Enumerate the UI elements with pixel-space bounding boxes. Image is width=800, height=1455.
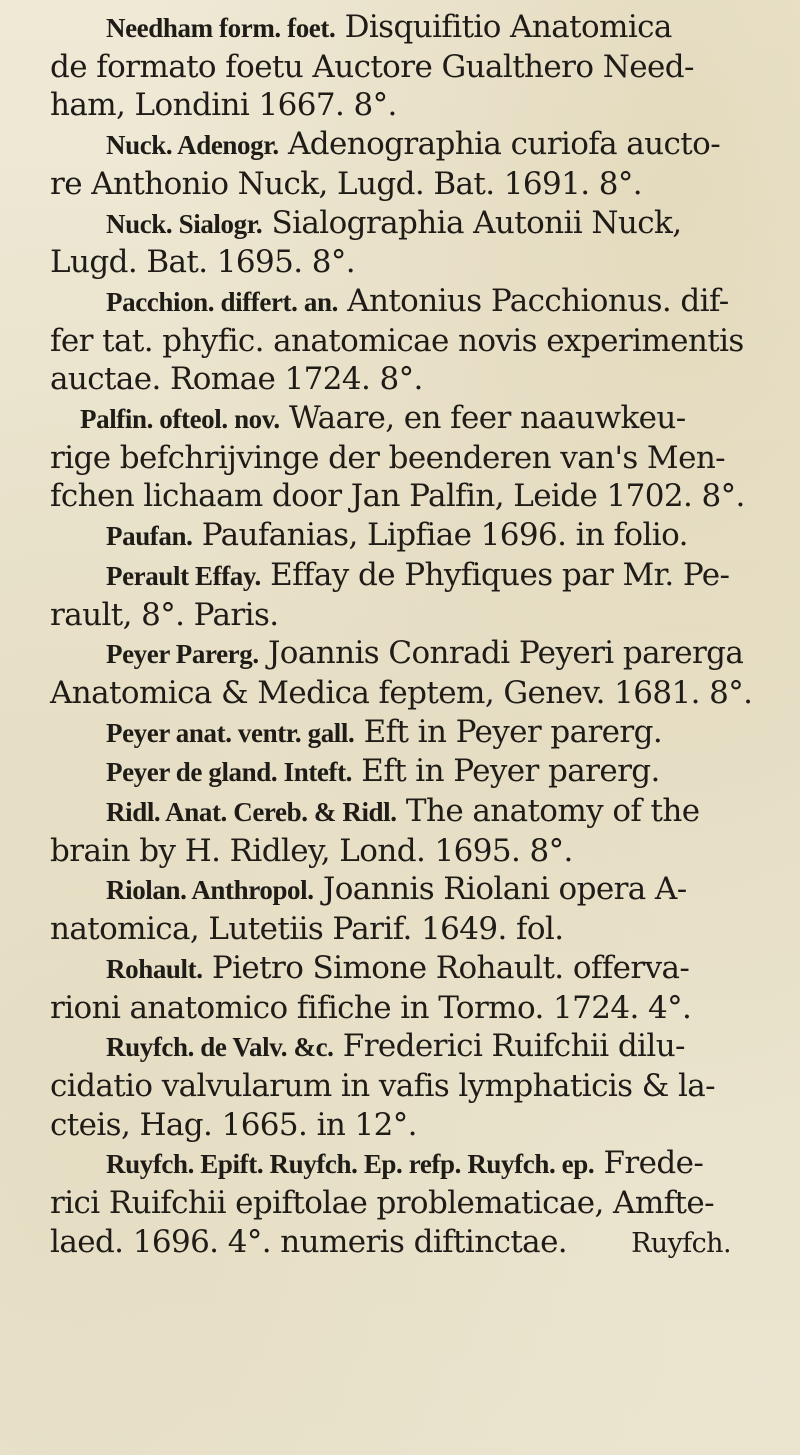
entry-text: Lugd. Bat. 1695. 8°.	[50, 244, 356, 281]
text-line	[50, 125, 790, 165]
text-line	[50, 1067, 790, 1106]
blank-margin	[0, 1260, 800, 1455]
text-line	[50, 48, 790, 87]
text-line	[50, 713, 790, 753]
entry-abbreviation: Paufan.	[106, 521, 193, 552]
text-line	[50, 556, 790, 596]
entry-text: brain by H. Ridley, Lond. 1695. 8°.	[50, 832, 573, 869]
entry-abbreviation: Peyer de gland. Inteft.	[106, 757, 353, 788]
entry-text: Joannis Conradi Peyeri parerga	[258, 635, 744, 672]
text-line	[50, 204, 790, 244]
text-line	[50, 86, 790, 125]
entry-abbreviation: Ridl. Anat. Cereb. & Ridl.	[106, 797, 397, 828]
entry-abbreviation: Peyer anat. ventr. gall.	[106, 717, 355, 748]
entry-text: Adenographia curiofa aucto-	[278, 126, 721, 163]
entry-text: Frede-	[594, 1145, 704, 1182]
text-block	[50, 8, 790, 1264]
entry-text: rioni anatomico fifiche in Tormo. 1724. 4°.	[50, 989, 692, 1026]
entry-text: natomica, Lutetiis Parif. 1649. fol.	[50, 911, 564, 948]
entry-text: Antonius Pacchionus. dif-	[337, 282, 729, 319]
entry-text: Effay de Phyfiques par Mr. Pe-	[260, 556, 730, 593]
entry-text: Waare, en feer naauwkeu-	[279, 400, 686, 437]
text-line	[50, 870, 790, 910]
text-line	[50, 282, 790, 322]
entry-text: Eft in Peyer parerg.	[354, 713, 663, 750]
text-line	[50, 596, 790, 635]
entry-text: fchen lichaam door Jan Palfin, Leide 1702. 8°.	[50, 478, 745, 515]
entry-abbreviation: Ruyfch. Epift. Ruyfch. Ep. refp. Ruyfch. ep.	[106, 1149, 595, 1180]
entry-text: rault, 8°. Paris.	[50, 596, 279, 633]
text-line	[50, 1106, 790, 1145]
text-line	[50, 516, 790, 556]
text-line	[50, 989, 790, 1028]
text-line	[50, 1144, 790, 1184]
catchword: Ruyfch.	[631, 1227, 731, 1259]
text-line	[50, 752, 790, 792]
text-line	[50, 910, 790, 949]
text-line	[50, 8, 790, 48]
entry-text: Frederici Ruifchii dilu-	[333, 1028, 685, 1065]
text-line	[50, 949, 790, 989]
entry-text: The anatomy of the	[396, 793, 700, 830]
text-line	[50, 674, 790, 713]
entry-abbreviation: Perault Effay.	[106, 560, 261, 591]
text-line	[50, 322, 790, 361]
text-line	[50, 634, 790, 674]
entry-abbreviation: Palfin. ofteol. nov.	[80, 404, 280, 435]
entry-text: de formato foetu Auctore Gualthero Need-	[50, 48, 694, 85]
text-line	[50, 792, 790, 832]
entry-text: Paufanias, Lipfiae 1696. in folio.	[192, 517, 688, 554]
entry-text: Pietro Simone Rohault. offerva-	[202, 949, 690, 986]
text-line	[50, 1027, 790, 1067]
text-line	[50, 165, 790, 204]
entry-abbreviation: Peyer Parerg.	[106, 639, 259, 670]
entry-abbreviation: Ruyfch. de Valv. &c.	[106, 1032, 334, 1063]
entry-abbreviation: Nuck. Sialogr.	[106, 208, 263, 239]
entry-text: Disquifitio Anatomica	[335, 9, 672, 45]
text-line	[50, 1223, 790, 1264]
text-line	[50, 477, 790, 516]
text-line	[50, 360, 790, 399]
entry-text: re Anthonio Nuck, Lugd. Bat. 1691. 8°.	[50, 165, 643, 202]
entry-text: cidatio valvularum in vafis lymphaticis & la-	[50, 1067, 716, 1104]
entry-abbreviation: Needham form. foet.	[106, 13, 336, 43]
entry-abbreviation: Nuck. Adenogr.	[106, 130, 279, 161]
text-line	[50, 1184, 790, 1223]
entry-abbreviation: Rohault.	[106, 953, 203, 984]
entry-abbreviation: Riolan. Anthropol.	[106, 875, 314, 906]
entry-text: ham, Londini 1667. 8°.	[50, 87, 397, 124]
text-line	[50, 243, 790, 282]
entry-text: rige befchrijvinge der beenderen van's Men-	[50, 439, 726, 476]
entry-text: auctae. Romae 1724. 8°.	[50, 361, 423, 398]
entry-text: rici Ruifchii epiftolae problematicae, Amfte-	[50, 1185, 714, 1222]
entry-text: cteis, Hag. 1665. in 12°.	[50, 1106, 417, 1143]
entry-text: Joannis Riolani opera A-	[313, 871, 687, 908]
entry-text: laed. 1696. 4°. numeris diftinctae.	[50, 1223, 568, 1260]
entry-text: fer tat. phyfic. anatomicae novis experimentis	[50, 322, 744, 359]
text-line	[50, 399, 790, 439]
entry-text: Eft in Peyer parerg.	[352, 753, 660, 790]
entry-text: Sialographia Autonii Nuck,	[262, 204, 682, 241]
entry-text: Anatomica & Medica feptem, Genev. 1681. 8°.	[50, 674, 753, 711]
text-line	[50, 832, 790, 871]
entry-abbreviation: Pacchion. differt. an.	[106, 286, 338, 317]
text-line	[50, 439, 790, 478]
